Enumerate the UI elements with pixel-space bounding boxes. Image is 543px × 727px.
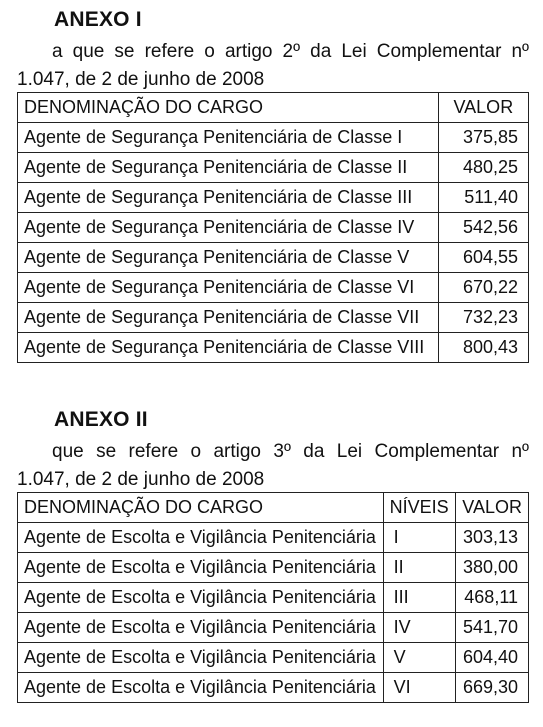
annex-2-description — [17, 438, 529, 494]
header-valor: VALOR — [456, 493, 529, 523]
header-valor: VALOR — [438, 93, 528, 123]
cell-valor: 800,43 — [438, 333, 528, 363]
cell-nivel: IV — [383, 613, 456, 643]
cell-valor: 604,55 — [438, 243, 528, 273]
table-row — [18, 333, 529, 363]
table-row — [18, 183, 529, 213]
cell-valor: 669,30 — [456, 673, 529, 703]
table-row — [18, 553, 529, 583]
cell-cargo: Agente de Segurança Penitenciária de Classe III — [18, 183, 439, 213]
cell-cargo: Agente de Segurança Penitenciária de Classe II — [18, 153, 439, 183]
cell-valor: 303,13 — [456, 523, 529, 553]
cell-cargo: Agente de Escolta e Vigilância Penitenciária — [18, 673, 384, 703]
header-niveis: NÍVEIS — [383, 493, 456, 523]
cell-valor: 480,25 — [438, 153, 528, 183]
table-header-row — [18, 93, 529, 123]
annex-1-description-line-2: 1.047, de 2 de junho de 2008 — [17, 69, 265, 90]
cell-nivel: VI — [383, 673, 456, 703]
annex-1-table — [17, 92, 529, 363]
table-row — [18, 213, 529, 243]
annex-2-description-line-2: 1.047, de 2 de junho de 2008 — [17, 469, 265, 490]
table-row — [18, 153, 529, 183]
header-cargo: DENOMINAÇÃO DO CARGO — [18, 93, 439, 123]
cell-cargo: Agente de Segurança Penitenciária de Classe I — [18, 123, 439, 153]
table-header-row — [18, 493, 529, 523]
cell-valor: 732,23 — [438, 303, 528, 333]
annex-2-description-line-1: que se refere o artigo 3º da Lei Complementar nº — [52, 441, 529, 462]
table-row — [18, 523, 529, 553]
annex-2-title: ANEXO II — [54, 408, 148, 431]
cell-nivel: III — [383, 583, 456, 613]
annex-2-table — [17, 492, 529, 703]
cell-cargo: Agente de Segurança Penitenciária de Classe VIII — [18, 333, 439, 363]
cell-nivel: V — [383, 643, 456, 673]
cell-cargo: Agente de Segurança Penitenciária de Classe VI — [18, 273, 439, 303]
cell-valor: 542,56 — [438, 213, 528, 243]
cell-cargo: Agente de Escolta e Vigilância Penitenciária — [18, 613, 384, 643]
cell-cargo: Agente de Escolta e Vigilância Penitenciária — [18, 553, 384, 583]
cell-valor: 604,40 — [456, 643, 529, 673]
cell-valor: 670,22 — [438, 273, 528, 303]
table-row — [18, 123, 529, 153]
cell-valor: 511,40 — [438, 183, 528, 213]
table-row — [18, 583, 529, 613]
cell-cargo: Agente de Segurança Penitenciária de Classe IV — [18, 213, 439, 243]
header-cargo: DENOMINAÇÃO DO CARGO — [18, 493, 384, 523]
cell-valor: 468,11 — [456, 583, 529, 613]
table-row — [18, 643, 529, 673]
cell-valor: 380,00 — [456, 553, 529, 583]
cell-cargo: Agente de Escolta e Vigilância Penitenciária — [18, 643, 384, 673]
table-row — [18, 303, 529, 333]
cell-nivel: I — [383, 523, 456, 553]
annex-1-description — [17, 38, 529, 94]
annex-1-description-line-1: a que se refere o artigo 2º da Lei Complementar nº — [52, 41, 529, 62]
table-row — [18, 673, 529, 703]
table-row — [18, 273, 529, 303]
table-row — [18, 243, 529, 273]
table-row — [18, 613, 529, 643]
cell-cargo: Agente de Segurança Penitenciária de Classe VII — [18, 303, 439, 333]
cell-valor: 541,70 — [456, 613, 529, 643]
cell-valor: 375,85 — [438, 123, 528, 153]
cell-nivel: II — [383, 553, 456, 583]
annex-1-title: ANEXO I — [54, 8, 142, 31]
cell-cargo: Agente de Escolta e Vigilância Penitenciária — [18, 583, 384, 613]
cell-cargo: Agente de Segurança Penitenciária de Classe V — [18, 243, 439, 273]
cell-cargo: Agente de Escolta e Vigilância Penitenciária — [18, 523, 384, 553]
